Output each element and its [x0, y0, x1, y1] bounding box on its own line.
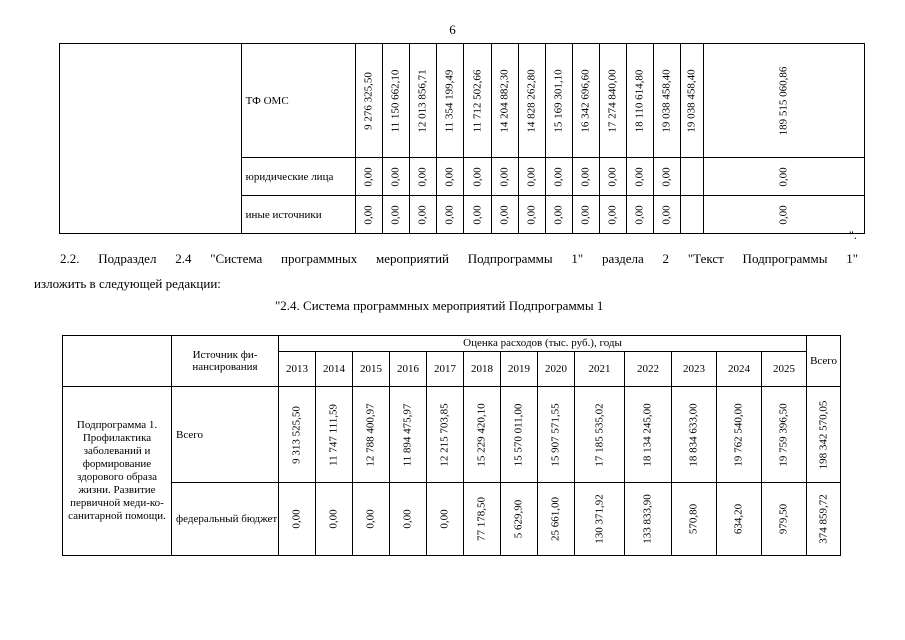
value-cell-text: 0,00 — [498, 166, 511, 187]
cost-header: Оценка расходов (тыс. руб.), годы — [279, 336, 807, 352]
value-cell-text: 0,00 — [438, 509, 451, 529]
value-cell-text: 133 833,90 — [641, 494, 654, 544]
value-cell-text: 12 215 703,85 — [438, 402, 451, 467]
value-cell-text: 0,00 — [579, 204, 592, 225]
value-cell-text: 11 894 475,97 — [401, 403, 414, 466]
value-cell — [383, 158, 410, 196]
value-cell-text: 15 229 420,10 — [475, 402, 488, 467]
value-cell-text: 12 788 400,97 — [364, 402, 377, 467]
year-header: 2016 — [390, 351, 427, 386]
value-cell-text: 0,00 — [579, 166, 592, 187]
value-cell-text: 0,00 — [362, 166, 375, 187]
value-cell — [491, 158, 518, 196]
value-cell-text: 0,00 — [471, 166, 484, 187]
value-cell-text: 0,00 — [552, 166, 565, 187]
value-cell — [356, 158, 383, 196]
year-header: 2020 — [538, 351, 575, 386]
value-cell-text: 0,00 — [606, 166, 619, 187]
year-header: 2017 — [427, 351, 464, 386]
table-row — [63, 387, 841, 483]
value-cell — [437, 44, 464, 158]
year-header: 2023 — [672, 351, 717, 386]
value-cell-text: 0,00 — [364, 509, 377, 529]
value-cell-text: 9 313 525,50 — [290, 405, 303, 464]
value-cell-text: 0,00 — [633, 204, 646, 225]
year-header: 2013 — [279, 351, 316, 386]
value-cell-text: 18 110 614,80 — [633, 69, 646, 132]
value-cell — [625, 387, 672, 483]
value-cell-text: 15 907 571,55 — [549, 402, 562, 467]
value-cell-text: 0,00 — [401, 509, 414, 529]
year-header: 2015 — [353, 351, 390, 386]
value-cell — [599, 196, 626, 234]
value-cell — [501, 483, 538, 556]
value-cell — [681, 44, 704, 158]
value-cell — [427, 483, 464, 556]
value-cell-text: 5 629,90 — [512, 499, 525, 539]
value-cell-text: 14 828 262,80 — [525, 68, 538, 133]
value-cell-text: 15 169 301,10 — [552, 68, 565, 133]
value-cell-text: 77 178,50 — [475, 497, 488, 541]
value-cell-text: 0,00 — [416, 204, 429, 225]
value-cell — [437, 158, 464, 196]
value-cell — [410, 158, 437, 196]
total-cell — [704, 44, 865, 158]
value-cell-text: 0,00 — [290, 509, 303, 529]
value-cell — [410, 196, 437, 234]
value-cell-text: 0,00 — [471, 204, 484, 225]
value-cell — [491, 44, 518, 158]
value-cell — [717, 483, 762, 556]
value-cell-text: 0,00 — [525, 204, 538, 225]
value-cell-text: 11 712 502,66 — [471, 69, 484, 132]
value-cell — [518, 44, 545, 158]
value-cell-text: 0,00 — [389, 166, 402, 187]
value-cell — [545, 158, 572, 196]
total-cell — [807, 387, 841, 483]
value-cell — [390, 483, 427, 556]
value-cell-text: 19 038 458,40 — [685, 68, 698, 133]
total-cell-text: 0,00 — [777, 204, 790, 225]
year-header: 2019 — [501, 351, 538, 386]
value-cell-text: 0,00 — [416, 166, 429, 187]
value-cell-text: 19 038 458,40 — [660, 68, 673, 133]
value-cell — [762, 483, 807, 556]
value-cell — [464, 387, 501, 483]
value-cell — [545, 196, 572, 234]
value-cell-text: 18 134 245,00 — [641, 402, 654, 467]
value-cell-text: 17 274 840,00 — [606, 68, 619, 133]
value-cell-text: 14 204 882,30 — [498, 68, 511, 133]
value-cell — [279, 387, 316, 483]
value-cell — [390, 387, 427, 483]
table-row — [63, 483, 841, 556]
value-cell — [572, 158, 599, 196]
page-number: 6 — [449, 22, 456, 37]
value-cell-text: 0,00 — [498, 204, 511, 225]
value-cell-text: 16 342 696,60 — [579, 68, 592, 133]
total-cell-text: 0,00 — [777, 166, 790, 187]
value-cell — [672, 483, 717, 556]
section-title: "2.4. Система программных мероприятий Подпрограммы 1 — [275, 298, 604, 313]
value-cell — [353, 387, 390, 483]
value-cell — [464, 483, 501, 556]
paragraph-line-2: изложить в следующей редакции: — [34, 276, 221, 291]
value-cell — [599, 158, 626, 196]
value-cell — [599, 44, 626, 158]
year-header: 2024 — [717, 351, 762, 386]
year-header: 2025 — [762, 351, 807, 386]
value-cell — [383, 44, 410, 158]
value-cell — [717, 387, 762, 483]
value-cell — [316, 387, 353, 483]
value-cell — [464, 196, 491, 234]
value-cell — [572, 196, 599, 234]
value-cell — [464, 44, 491, 158]
value-cell — [279, 483, 316, 556]
value-cell — [672, 387, 717, 483]
total-cell — [704, 158, 865, 196]
source-header: Источник фи-нансирования — [172, 336, 279, 387]
value-cell — [464, 158, 491, 196]
closing-quote: ". — [849, 228, 857, 242]
value-cell — [627, 158, 654, 196]
value-cell-text: 0,00 — [606, 204, 619, 225]
value-cell-text: 570,80 — [687, 503, 700, 535]
value-cell-text: 0,00 — [362, 204, 375, 225]
source-label: иные источники — [241, 196, 355, 234]
source-label: Всего — [172, 387, 279, 483]
source-label: федеральный бюджет — [172, 483, 279, 556]
program-table — [62, 335, 841, 556]
paragraph-line-1: 2.2. Подраздел 2.4 "Система программных мероприятий Подпрограммы 1" раздела 2 "Текст Подпрограммы 1" — [60, 251, 858, 266]
value-cell — [356, 44, 383, 158]
table-row — [60, 44, 865, 158]
total-header: Всего — [807, 336, 841, 387]
total-cell — [704, 196, 865, 234]
value-cell — [575, 387, 625, 483]
value-cell-text: 0,00 — [525, 166, 538, 187]
value-cell — [654, 158, 681, 196]
value-cell-text: 11 354 199,49 — [443, 69, 456, 132]
value-cell-text: 19 762 540,00 — [732, 402, 745, 467]
value-cell — [762, 387, 807, 483]
value-cell — [572, 44, 599, 158]
value-cell — [654, 44, 681, 158]
value-cell — [538, 483, 575, 556]
value-cell — [356, 196, 383, 234]
value-cell-text: 11 747 111,59 — [327, 403, 340, 466]
value-cell-text: 130 371,92 — [593, 494, 605, 544]
program-name: Подпрограмма 1. Профилактика заболеваний и формирование здорового образа жизни. Развитие первичной меди-ко-санитарной помощи. — [63, 387, 172, 556]
value-cell — [437, 196, 464, 234]
value-cell — [681, 158, 704, 196]
value-cell — [518, 196, 545, 234]
value-cell — [627, 196, 654, 234]
total-cell-text: 198 342 570,05 — [817, 400, 830, 469]
value-cell-text: 9 276 325,50 — [362, 71, 375, 130]
year-header: 2018 — [464, 351, 501, 386]
header-blank-cell — [63, 336, 172, 387]
value-cell — [545, 44, 572, 158]
value-cell-text: 15 570 011,00 — [512, 403, 525, 466]
year-header: 2021 — [575, 351, 625, 386]
value-cell-text: 0,00 — [327, 509, 340, 529]
value-cell-text: 11 150 662,10 — [389, 69, 402, 132]
value-cell — [383, 196, 410, 234]
value-cell-text: 0,00 — [443, 204, 456, 225]
value-cell — [518, 158, 545, 196]
continuation-table — [59, 43, 865, 234]
value-cell-text: 634,20 — [732, 503, 745, 535]
source-label: юридические лица — [241, 158, 355, 196]
value-cell — [654, 196, 681, 234]
blank-program-cell — [60, 44, 242, 234]
value-cell — [627, 44, 654, 158]
value-cell — [575, 483, 625, 556]
year-header: 2014 — [316, 351, 353, 386]
value-cell-text: 0,00 — [660, 204, 673, 225]
value-cell-text: 17 185 535,02 — [593, 402, 605, 467]
value-cell-text: 0,00 — [389, 204, 402, 225]
header-row — [63, 336, 841, 352]
value-cell-text: 0,00 — [633, 166, 646, 187]
value-cell-text: 0,00 — [552, 204, 565, 225]
value-cell-text: 19 759 396,50 — [777, 402, 790, 467]
value-cell-text: 0,00 — [660, 166, 673, 187]
value-cell-text: 0,00 — [443, 166, 456, 187]
value-cell — [353, 483, 390, 556]
year-header: 2022 — [625, 351, 672, 386]
value-cell — [538, 387, 575, 483]
total-cell-text: 374 859,72 — [817, 494, 830, 544]
total-cell — [807, 483, 841, 556]
value-cell — [427, 387, 464, 483]
value-cell — [410, 44, 437, 158]
value-cell-text: 12 013 856,71 — [416, 68, 429, 133]
value-cell-text: 979,50 — [777, 503, 790, 535]
total-cell-text: 189 515 060,86 — [777, 66, 790, 135]
value-cell-text: 18 834 633,00 — [687, 402, 700, 467]
value-cell — [681, 196, 704, 234]
value-cell-text: 25 661,00 — [549, 497, 562, 541]
value-cell — [625, 483, 672, 556]
value-cell — [316, 483, 353, 556]
value-cell — [491, 196, 518, 234]
value-cell — [501, 387, 538, 483]
source-label: ТФ ОМС — [241, 44, 355, 158]
